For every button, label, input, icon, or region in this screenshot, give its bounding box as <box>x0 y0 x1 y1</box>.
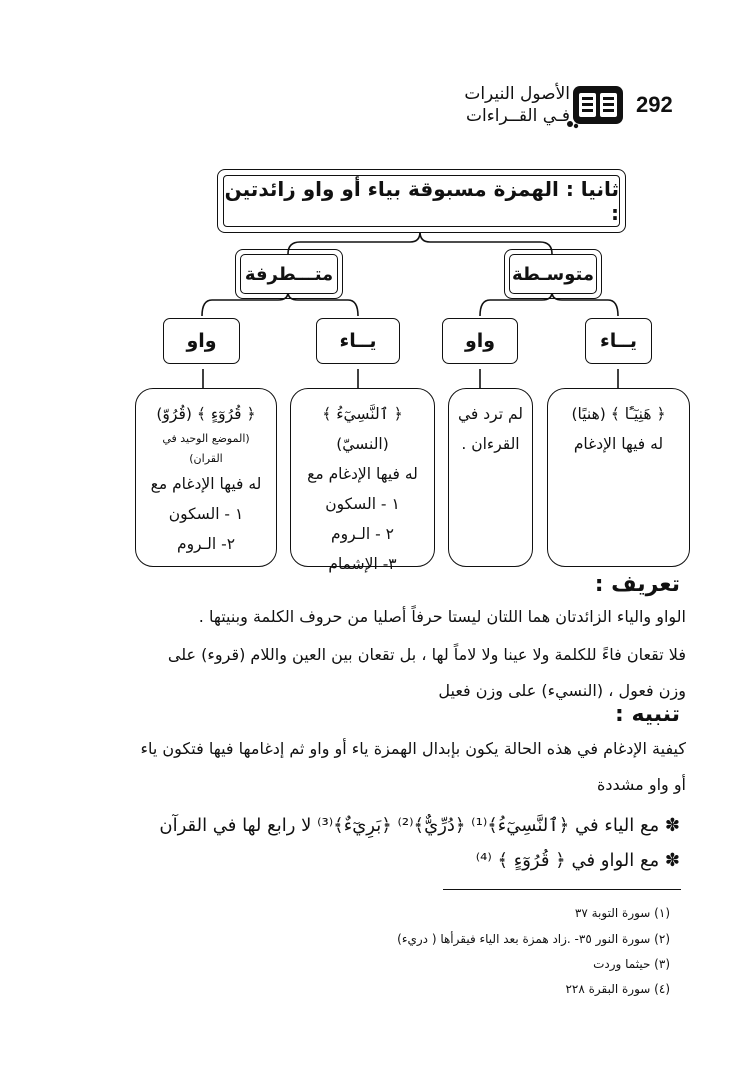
leaf-lam-tarid <box>448 388 533 567</box>
leaf-nasi-line1: له فيها الإدغام مع <box>307 465 418 483</box>
footnote-1: (١) سورة التوبة ٣٧ <box>574 906 670 920</box>
leaf-hanian <box>547 388 690 567</box>
sub-yaa-mutatarrifa: يــاء <box>316 318 400 364</box>
book-title-line2: فـي القــراءات <box>466 106 570 126</box>
footnote-2: (٢) سورة النور ٣٥- .زاد همزة بعد الياء فيقرأها ( دريء) <box>397 932 670 946</box>
tanbih-line-1: كيفية الإدغام في هذه الحالة يكون بإبدال الهمزة ياء أو واو ثم إدغامها فيها فتكون ياء <box>140 739 686 758</box>
tanbih-bullet-waw: ✽ مع الواو في ﴿ قُرُوٓءٍ ﴾ ⁽⁴⁾ <box>475 850 680 871</box>
tanbih-heading: تنبيه : <box>614 702 680 727</box>
leaf-nasi-word: ﴿ ٱلنَّسِيٓءُ ﴾ (النسيّ) <box>322 405 403 453</box>
tarif-line-3: وزن فعول ، (النسيء) على وزن فعيل <box>438 681 686 700</box>
leaf-hanian-line1: له فيها الإدغام <box>573 435 664 453</box>
leaf-quru-line1: له فيها الإدغام مع <box>150 475 262 493</box>
diagram-title: ثانيا : الهمزة مسبوقة بياء أو واو زائدتين : <box>224 177 619 225</box>
leaf-quru-line2: ١ - السكون <box>168 505 244 523</box>
leaf-nasi-line3: ٢ - الـروم <box>331 525 394 543</box>
page-number: 292 <box>636 92 673 117</box>
leaf-quru-note: (الموضع الوحيد في القران) <box>162 432 250 465</box>
book-title-line1: الأصول النيرات <box>464 84 570 104</box>
sub-waw-mutawassita: واو <box>442 318 518 364</box>
leaf-nasi-line4: ٣- الإشمام <box>328 555 397 573</box>
category-mutawassita: متوسـطة <box>509 254 597 294</box>
sub-yaa-mutawassita: يــاء <box>585 318 652 364</box>
footnote-divider <box>443 889 681 890</box>
leaf-quru-word: ﴿ قُرُوٓءٍ ﴾ (قُرُوّ) <box>156 405 256 423</box>
leaf-lam-tarid-line2: القرءان . <box>461 435 520 453</box>
footnote-4: (٤) سورة البقرة ٢٢٨ <box>565 982 670 996</box>
tarif-line-2: فلا تقعان فاءً للكلمة ولا عينا ولا لاماً لها ، بل تقعان بين العين واللام (قروء) على <box>167 645 686 664</box>
leaf-lam-tarid-line1: لم ترد في <box>458 405 523 423</box>
leaf-quru <box>135 388 277 567</box>
leaf-nasi-line2: ١ - السكون <box>325 495 400 513</box>
leaf-nasi <box>290 388 435 573</box>
tanbih-line-2: أو واو مشددة <box>597 775 686 794</box>
category-mutatarrifa: متـــطرفة <box>240 254 338 294</box>
tanbih-bullet-yaa: ✽ مع الياء في ﴿ٱلنَّسِيٓءُ﴾⁽¹⁾ ﴿دُرِّيٌّ﴾⁽²⁾ ﴿بَرِيٓءٌ﴾⁽³⁾ لا رابع لها في القرآن <box>159 815 680 836</box>
tarif-heading: تعريف : <box>594 572 680 597</box>
sub-waw-mutatarrifa: واو <box>163 318 240 364</box>
leaf-hanian-word: ﴿ هَنِيٓـًٔا ﴾ (هنيًا) <box>571 405 666 423</box>
tarif-line-1: الواو والياء الزائدتان هما اللتان ليستا حرفاً أصليا من حروف الكلمة وبنيتها . <box>198 607 686 626</box>
leaf-quru-line3: ٢- الـروم <box>176 535 236 553</box>
footnote-3: (٣) حيثما وردت <box>593 957 670 971</box>
